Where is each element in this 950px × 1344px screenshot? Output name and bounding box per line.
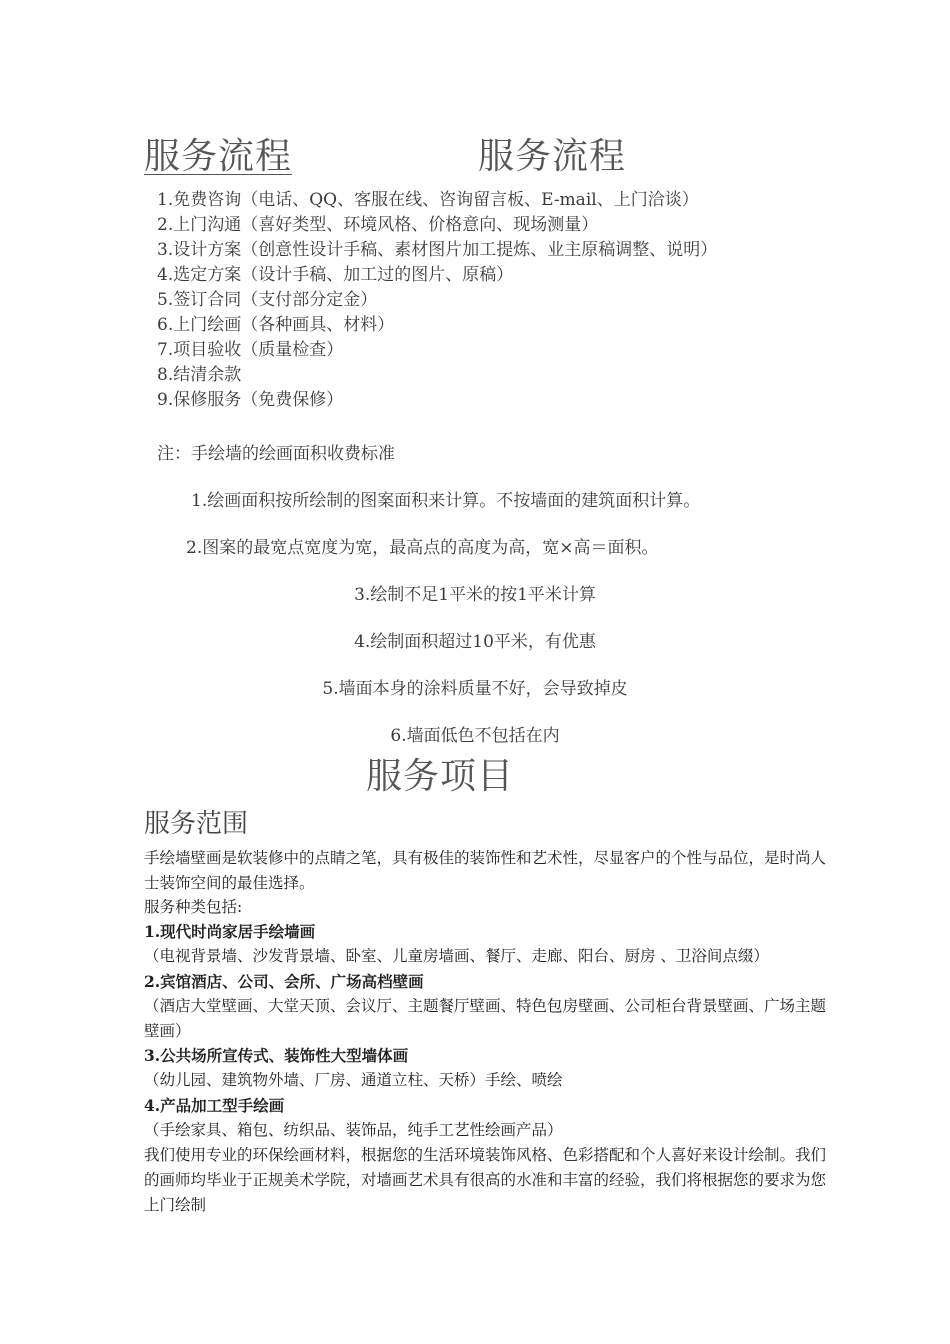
process-step: 1.免费咨询（电话、QQ、客服在线、咨询留言板、E-mail、上门洽谈）: [157, 190, 699, 210]
services-types-label: 服务种类包括:: [144, 898, 243, 916]
process-step: 2.上门沟通（喜好类型、环境风格、价格意向、现场测量）: [157, 215, 599, 235]
pricing-rule: 1.绘画面积按所绘制的图案面积来计算。不按墙面的建筑面积计算。: [191, 491, 701, 511]
process-step: 5.签订合同（支付部分定金）: [157, 290, 378, 310]
pricing-rule: 4.绘制面积超过10平米，有优惠: [354, 632, 596, 652]
pricing-note-heading: 注：手绘墙的绘画面积收费标准: [157, 444, 395, 464]
process-step: 6.上门绘画（各种画具、材料）: [157, 315, 395, 335]
services-intro: 手绘墙壁画是软装修中的点睛之笔，具有极佳的装饰性和艺术性，尽显客户的个性与品位，是时尚人士装饰空间的最佳选择。: [144, 849, 827, 892]
services-title: 服务项目: [365, 756, 514, 797]
process-steps-list: [157, 188, 717, 413]
process-step: 7.项目验收（质量检查）: [157, 340, 344, 360]
process-step: 3.设计方案（创意性设计手稿、素材图片加工提炼、业主原稿调整、说明）: [157, 240, 718, 260]
pricing-rule: 2.图案的最宽点宽度为宽，最高点的高度为高，宽×高＝面积。: [186, 538, 659, 558]
scope-heading: 服务范围: [144, 809, 249, 839]
pricing-rule: 3.绘制不足1平米的按1平米计算: [354, 585, 596, 605]
process-title-left: 服务流程: [144, 136, 293, 177]
service-category-detail: （电视背景墙、沙发背景墙、卧室、儿童房墙画、餐厅、走廊、阳台、厨房 、卫浴间点缀）: [144, 947, 769, 965]
process-step: 4.选定方案（设计手稿、加工过的图片、原稿）: [157, 265, 514, 285]
process-title-right: 服务流程: [478, 136, 627, 177]
services-closing: 我们使用专业的环保绘画材料，根据您的生活环境装饰风格、色彩搭配和个人喜好来设计绘制。我们的画师均毕业于正规美术学院，对墙画艺术具有很高的水准和丰富的经验，我们将根据您的要求为您上门绘制: [144, 1146, 827, 1214]
service-category-detail: （幼儿园、建筑物外墙、厂房、通道立柱、天桥）手绘、喷绘: [144, 1071, 563, 1089]
pricing-rule: 5.墙面本身的涂料质量不好，会导致掉皮: [322, 679, 628, 699]
service-category-detail: （酒店大堂壁画、大堂天顶、会议厅、主题餐厅壁画、特色包房壁画、公司柜台背景壁画、广场主题壁画）: [144, 997, 827, 1040]
process-step: 9.保修服务（免费保修）: [157, 390, 344, 410]
pricing-rule: 6.墙面低色不包括在内: [390, 726, 560, 746]
service-category-name: 1.现代时尚家居手绘墙画: [144, 922, 316, 941]
service-category-detail: （手绘家具、箱包、纺织品、装饰品，纯手工艺性绘画产品）: [144, 1121, 563, 1139]
service-category-name: 2.宾馆酒店、公司、会所、广场高档壁画: [144, 972, 424, 991]
process-step: 8.结清余款: [157, 365, 242, 385]
service-category-name: 4.产品加工型手绘画: [144, 1096, 285, 1115]
service-category-name: 3.公共场所宣传式、装饰性大型墙体画: [144, 1046, 409, 1065]
